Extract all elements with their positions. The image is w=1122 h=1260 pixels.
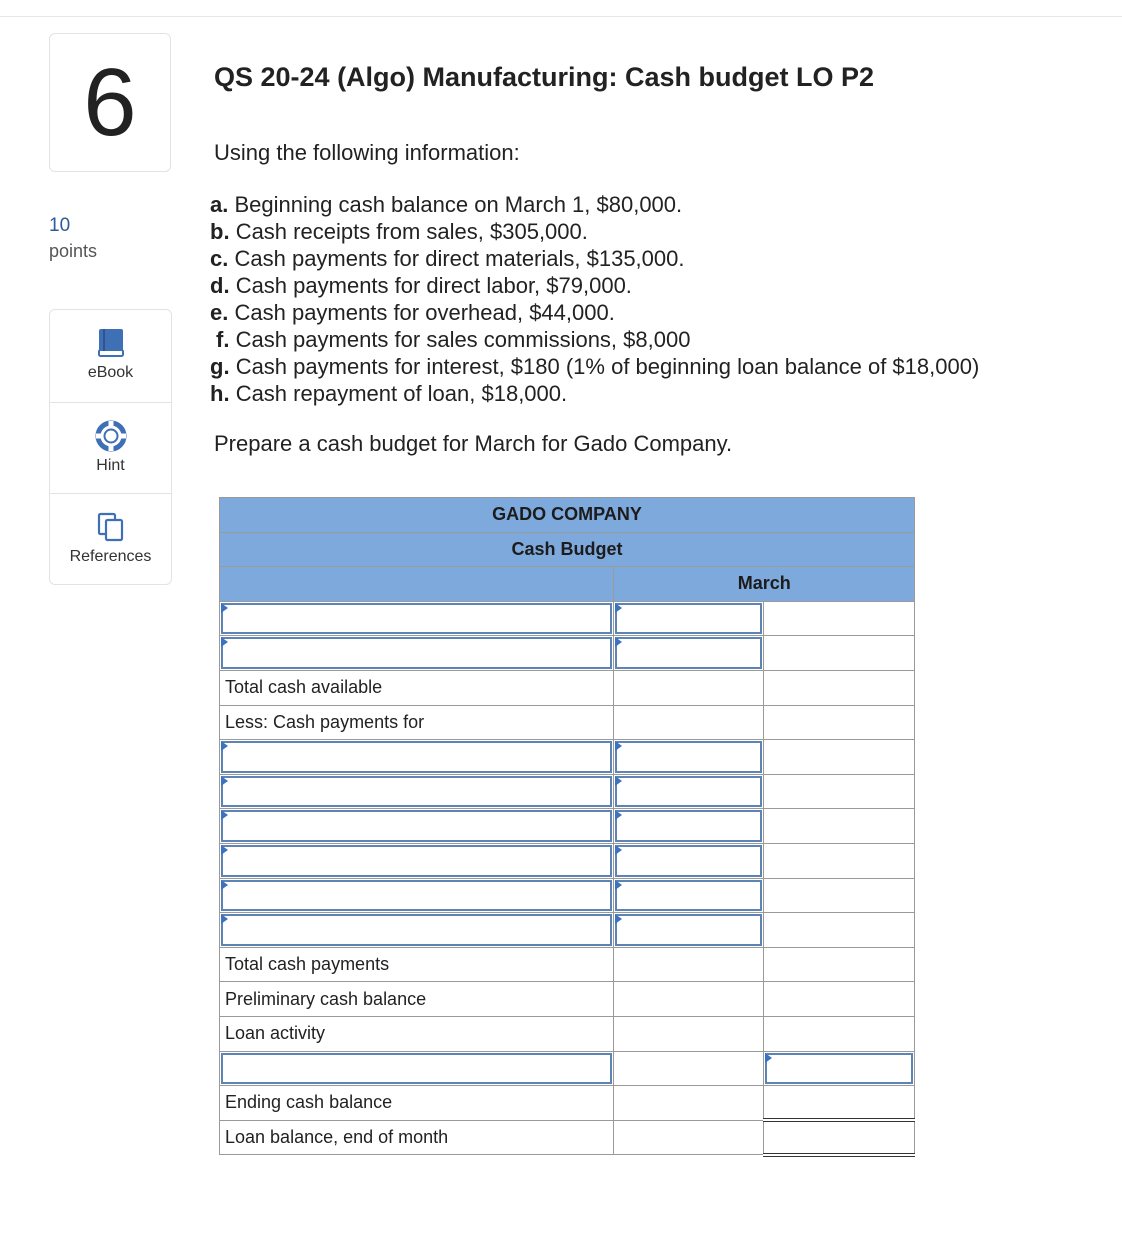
fact-text: Cash payments for interest, $180 (1% of beginning loan balance of $18,000): [235, 354, 980, 379]
ebook-button[interactable]: [50, 310, 171, 401]
fact-item: [210, 326, 979, 353]
total-cell: [764, 878, 915, 913]
references-label: References: [69, 548, 152, 565]
given-facts-list: [210, 191, 979, 407]
amount-input[interactable]: [614, 636, 764, 671]
amount-input[interactable]: [614, 878, 764, 913]
fact-text: Cash payments for overhead, $44,000.: [234, 300, 615, 325]
fact-item: [210, 245, 979, 272]
table-row: [220, 982, 915, 1017]
fact-item: [210, 191, 979, 218]
fact-letter: h.: [210, 381, 230, 406]
fact-item: [210, 380, 979, 407]
lifebuoy-icon: [95, 421, 127, 451]
label-dropdown[interactable]: [220, 843, 614, 878]
total-cash-payments-label: Total cash payments: [220, 947, 614, 982]
blank-header-cell: [220, 567, 614, 602]
fact-text: Cash repayment of loan, $18,000.: [235, 381, 568, 406]
amount-cell: [614, 1016, 764, 1051]
total-cell: [764, 774, 915, 809]
question-prompt: Prepare a cash budget for March for Gado Company.: [214, 431, 733, 456]
table-row: [220, 878, 915, 913]
references-button[interactable]: [50, 493, 171, 584]
header-row-title: [220, 532, 915, 567]
march-column-header: March: [614, 567, 915, 602]
tools-panel: [49, 309, 172, 585]
table-row: [220, 947, 915, 982]
question-intro: Using the following information:: [214, 140, 520, 165]
table-row: [220, 740, 915, 775]
points-label: points: [49, 241, 98, 261]
table-row: [220, 774, 915, 809]
table-row: [220, 1086, 915, 1121]
amount-cell: [614, 947, 764, 982]
fact-text: Cash receipts from sales, $305,000.: [235, 219, 588, 244]
loan-balance-end-label: Loan balance, end of month: [220, 1120, 614, 1155]
amount-cell: [614, 670, 764, 705]
amount-cell: [614, 1051, 764, 1086]
label-dropdown[interactable]: [220, 913, 614, 948]
fact-text: Beginning cash balance on March 1, $80,000.: [234, 192, 683, 217]
amount-input[interactable]: [614, 843, 764, 878]
total-cell: [764, 913, 915, 948]
amount-input[interactable]: [614, 601, 764, 636]
top-divider: [0, 16, 1122, 17]
table-row: [220, 1120, 915, 1155]
points-value: 10: [49, 215, 71, 236]
table-row: [220, 705, 915, 740]
question-number-box: [49, 33, 171, 172]
table-row: [220, 1016, 915, 1051]
label-dropdown[interactable]: [220, 774, 614, 809]
total-cell: [764, 947, 915, 982]
loan-activity-label: Loan activity: [220, 1016, 614, 1051]
amount-input[interactable]: [614, 774, 764, 809]
fact-item: [210, 353, 979, 380]
label-dropdown[interactable]: [220, 1051, 614, 1086]
fact-letter: e.: [210, 300, 229, 325]
amount-cell: [614, 1086, 764, 1121]
fact-letter: d.: [210, 273, 230, 298]
label-dropdown[interactable]: [220, 601, 614, 636]
book-icon: [97, 328, 125, 358]
total-cell: [764, 1086, 915, 1121]
table-row: [220, 636, 915, 671]
table-row: [220, 809, 915, 844]
total-cell: [764, 705, 915, 740]
amount-input[interactable]: [614, 913, 764, 948]
total-input[interactable]: [764, 1051, 915, 1086]
budget-title: Cash Budget: [220, 532, 915, 567]
amount-cell: [614, 705, 764, 740]
company-name: GADO COMPANY: [220, 498, 915, 533]
fact-letter: c.: [210, 246, 229, 271]
amount-input[interactable]: [614, 740, 764, 775]
amount-cell: [614, 982, 764, 1017]
amount-input[interactable]: [614, 809, 764, 844]
copy-pages-icon: [97, 512, 125, 542]
fact-text: Cash payments for direct materials, $135,000.: [234, 246, 685, 271]
label-dropdown[interactable]: [220, 740, 614, 775]
fact-letter: a.: [210, 192, 229, 217]
total-cell: [764, 636, 915, 671]
total-cell: [764, 982, 915, 1017]
fact-item: [210, 218, 979, 245]
fact-letter: b.: [210, 219, 230, 244]
total-cash-available-label: Total cash available: [220, 670, 614, 705]
question-number: 6: [83, 48, 137, 156]
total-cell: [764, 843, 915, 878]
fact-letter: g.: [210, 354, 230, 379]
label-dropdown[interactable]: [220, 809, 614, 844]
fact-text: Cash payments for direct labor, $79,000.: [235, 273, 632, 298]
hint-button[interactable]: [50, 402, 171, 493]
table-row: [220, 601, 915, 636]
hint-label: Hint: [96, 457, 125, 474]
table-row: [220, 1051, 915, 1086]
cash-budget-table: [219, 497, 915, 1157]
header-row-company: [220, 498, 915, 533]
total-cell: [764, 1016, 915, 1051]
label-dropdown[interactable]: [220, 636, 614, 671]
label-dropdown[interactable]: [220, 878, 614, 913]
fact-letter: f.: [216, 327, 230, 352]
table-row: [220, 670, 915, 705]
header-row-columns: [220, 567, 915, 602]
fact-item: [210, 299, 979, 326]
fact-item: [210, 272, 979, 299]
ending-cash-balance-label: Ending cash balance: [220, 1086, 614, 1121]
total-cell: [764, 601, 915, 636]
table-row: [220, 913, 915, 948]
question-title: QS 20-24 (Algo) Manufacturing: Cash budget LO P2: [214, 62, 875, 92]
amount-cell: [614, 1120, 764, 1155]
total-cell: [764, 809, 915, 844]
total-cell: [764, 1120, 915, 1155]
total-cell: [764, 670, 915, 705]
preliminary-balance-label: Preliminary cash balance: [220, 982, 614, 1017]
fact-text: Cash payments for sales commissions, $8,000: [235, 327, 691, 352]
less-payments-label: Less: Cash payments for: [220, 705, 614, 740]
table-row: [220, 843, 915, 878]
ebook-label: eBook: [87, 364, 134, 381]
total-cell: [764, 740, 915, 775]
